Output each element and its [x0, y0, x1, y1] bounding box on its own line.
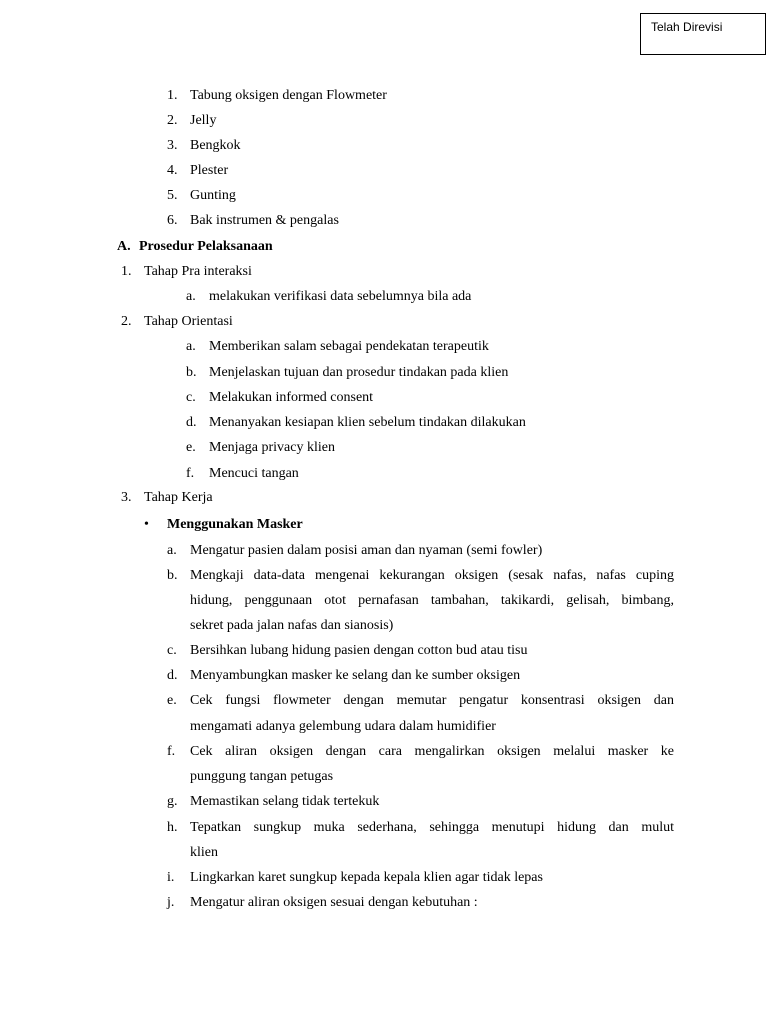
list-text: Lingkarkan karet sungkup kepada kepala klien agar tidak lepas — [190, 870, 543, 885]
list-marker: f. — [167, 744, 176, 759]
list-text: Bengkok — [190, 138, 241, 153]
list-text: sekret pada jalan nafas dan sianosis) — [190, 618, 394, 633]
list-marker: b. — [167, 568, 178, 583]
bullet-icon: • — [144, 517, 149, 532]
list-text: punggung tangan petugas — [190, 769, 334, 784]
list-text: Mengatur pasien dalam posisi aman dan nyaman (semi fowler) — [190, 543, 543, 558]
section-title: Prosedur Pelaksanaan — [139, 239, 273, 254]
list-text: Mengatur aliran oksigen sesuai dengan kebutuhan : — [190, 895, 478, 910]
stage-number: 3. — [121, 490, 132, 505]
revision-stamp — [640, 13, 766, 55]
list-number: 3. — [167, 138, 178, 153]
list-text: Bersihkan lubang hidung pasien dengan cotton bud atau tisu — [190, 643, 528, 658]
subheading-title: Menggunakan Masker — [167, 517, 303, 532]
list-text: Melakukan informed consent — [209, 390, 374, 405]
list-text: Jelly — [190, 113, 217, 128]
list-number: 6. — [167, 213, 178, 228]
list-marker: d. — [167, 668, 178, 683]
list-marker: d. — [186, 415, 197, 430]
stage-title: Tahap Kerja — [144, 490, 213, 505]
list-text: melakukan verifikasi data sebelumnya bila ada — [209, 289, 472, 304]
section-marker: A. — [117, 239, 131, 254]
list-marker: c. — [167, 643, 177, 658]
list-text: Tabung oksigen dengan Flowmeter — [190, 88, 387, 103]
list-text: Menjaga privacy klien — [209, 440, 335, 455]
list-marker: h. — [167, 820, 178, 835]
revision-stamp-text: Telah Direvisi — [651, 20, 723, 34]
list-text: mengamati adanya gelembung udara dalam humidifier — [190, 719, 496, 734]
list-text: Gunting — [190, 188, 236, 203]
list-text: Cek fungsi flowmeter dengan memutar pengatur konsentrasi oksigen dan — [190, 693, 674, 708]
list-marker: i. — [167, 870, 175, 885]
list-text: hidung, penggunaan otot pernafasan tambahan, takikardi, gelisah, bimbang, — [190, 593, 674, 608]
list-text: Menanyakan kesiapan klien sebelum tindakan dilakukan — [209, 415, 526, 430]
list-marker: a. — [186, 289, 196, 304]
list-text: Plester — [190, 163, 229, 178]
list-marker: e. — [186, 440, 196, 455]
list-marker: e. — [167, 693, 177, 708]
stage-title: Tahap Pra interaksi — [144, 264, 252, 279]
list-marker: g. — [167, 794, 178, 809]
list-number: 4. — [167, 163, 178, 178]
list-marker: a. — [186, 339, 196, 354]
list-number: 1. — [167, 88, 178, 103]
list-number: 5. — [167, 188, 178, 203]
list-text: Menyambungkan masker ke selang dan ke sumber oksigen — [190, 668, 521, 683]
list-text: Mengkaji data-data mengenai kekurangan oksigen (sesak nafas, nafas cuping — [190, 568, 674, 583]
list-text: Bak instrumen & pengalas — [190, 213, 339, 228]
list-text: Cek aliran oksigen dengan cara mengalirkan oksigen melalui masker ke — [190, 744, 674, 759]
list-text: Mencuci tangan — [209, 466, 299, 481]
list-marker: j. — [167, 895, 175, 910]
stage-number: 2. — [121, 314, 132, 329]
list-text: Memberikan salam sebagai pendekatan terapeutik — [209, 339, 489, 354]
list-marker: c. — [186, 390, 196, 405]
list-marker: b. — [186, 365, 197, 380]
list-text: klien — [190, 845, 218, 860]
stage-title: Tahap Orientasi — [144, 314, 233, 329]
list-marker: a. — [167, 543, 177, 558]
list-text: Menjelaskan tujuan dan prosedur tindakan pada klien — [209, 365, 509, 380]
list-marker: f. — [186, 466, 195, 481]
list-text: Tepatkan sungkup muka sederhana, sehingga menutupi hidung dan mulut — [190, 820, 674, 835]
stage-number: 1. — [121, 264, 132, 279]
list-number: 2. — [167, 113, 178, 128]
list-text: Memastikan selang tidak tertekuk — [190, 794, 380, 809]
